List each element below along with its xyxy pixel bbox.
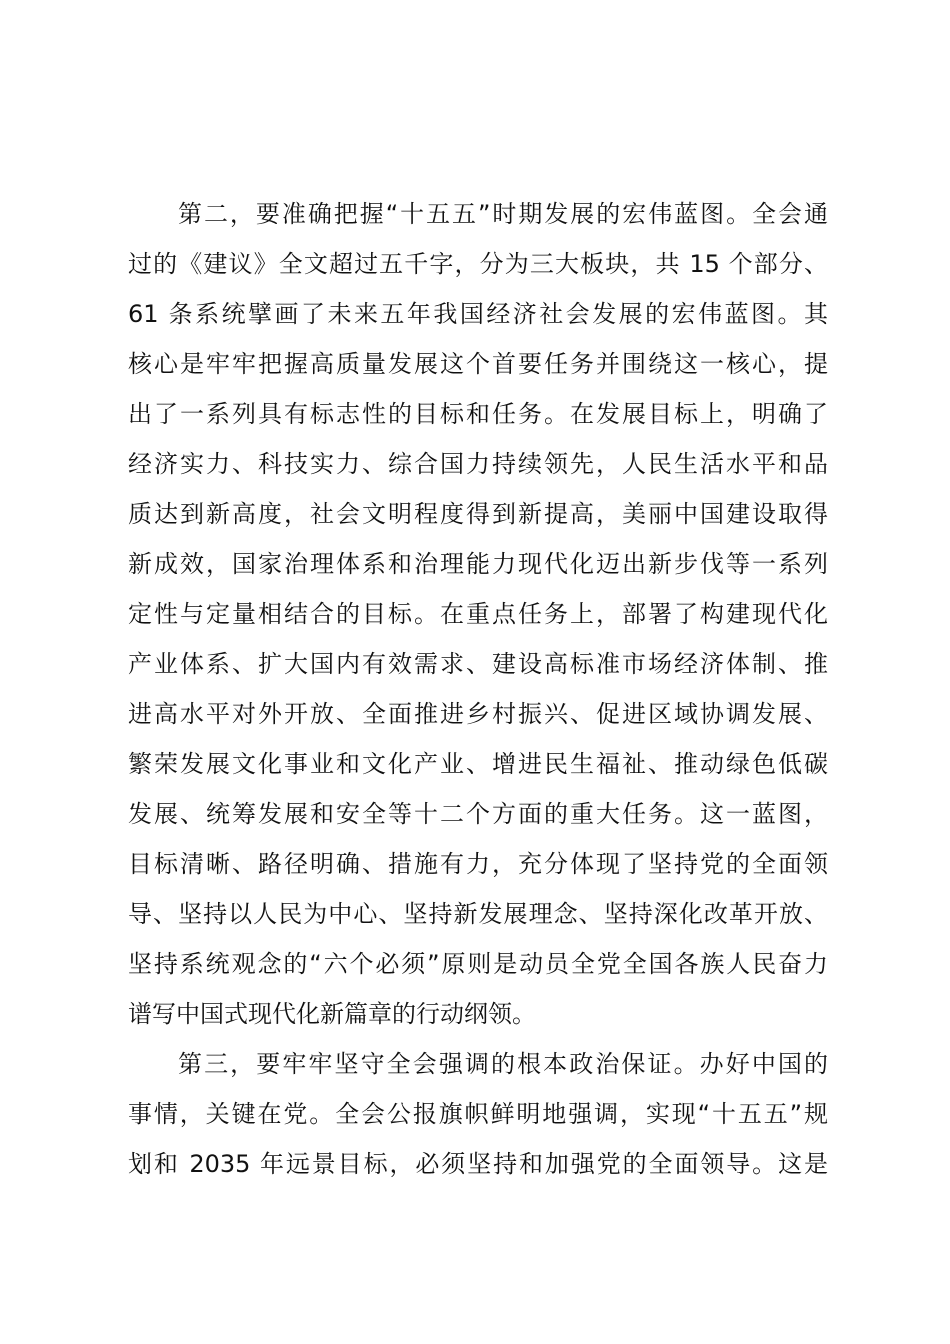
text-line: 出了一系列具有标志性的目标和任务。在发展目标上，明确了 bbox=[128, 400, 828, 428]
text-line: 第三，要牢牢坚守全会强调的根本政治保证。办好中国的 bbox=[178, 1050, 828, 1078]
text-line: 进高水平对外开放、全面推进乡村振兴、促进区域协调发展、 bbox=[128, 700, 828, 728]
text-line: 坚持系统观念的“六个必须”原则是动员全党全国各族人民奋力 bbox=[128, 950, 828, 978]
text-line: 过的《建议》全文超过五千字，分为三大板块，共 15 个部分、 bbox=[128, 250, 828, 278]
text-line: 经济实力、科技实力、综合国力持续领先，人民生活水平和品 bbox=[128, 450, 828, 478]
text-line: 划和 2035 年远景目标，必须坚持和加强党的全面领导。这是 bbox=[128, 1150, 828, 1178]
text-line: 导、坚持以人民为中心、坚持新发展理念、坚持深化改革开放、 bbox=[128, 900, 828, 928]
text-line: 定性与定量相结合的目标。在重点任务上，部署了构建现代化 bbox=[128, 600, 828, 628]
text-line: 第二，要准确把握“十五五”时期发展的宏伟蓝图。全会通 bbox=[178, 200, 828, 228]
text-line: 繁荣发展文化事业和文化产业、增进民生福祉、推动绿色低碳 bbox=[128, 750, 828, 778]
text-line: 发展、统筹发展和安全等十二个方面的重大任务。这一蓝图， bbox=[128, 800, 828, 828]
text-line: 事情，关键在党。全会公报旗帜鲜明地强调，实现“十五五”规 bbox=[128, 1100, 828, 1128]
document-body bbox=[128, 189, 828, 1189]
paragraph-second bbox=[128, 189, 828, 1039]
paragraph-third bbox=[128, 1039, 828, 1189]
text-line: 核心是牢牢把握高质量发展这个首要任务并围绕这一核心，提 bbox=[128, 350, 828, 378]
text-line: 谱写中国式现代化新篇章的行动纲领。 bbox=[128, 1000, 536, 1028]
text-line: 61 条系统擘画了未来五年我国经济社会发展的宏伟蓝图。其 bbox=[128, 300, 828, 328]
text-line: 质达到新高度，社会文明程度得到新提高，美丽中国建设取得 bbox=[128, 500, 828, 528]
text-line: 新成效，国家治理体系和治理能力现代化迈出新步伐等一系列 bbox=[128, 550, 828, 578]
text-line: 产业体系、扩大国内有效需求、建设高标准市场经济体制、推 bbox=[128, 650, 828, 678]
text-line: 目标清晰、路径明确、措施有力，充分体现了坚持党的全面领 bbox=[128, 850, 828, 878]
